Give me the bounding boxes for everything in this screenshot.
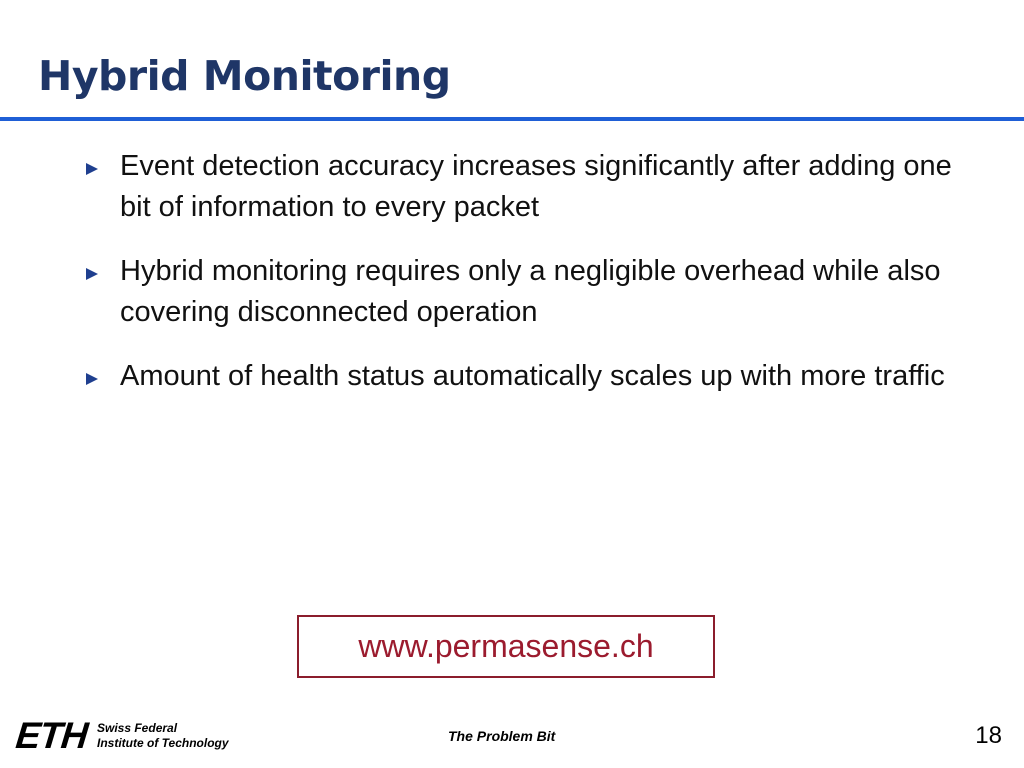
bullet-item xyxy=(84,146,964,228)
eth-wordmark: ETH xyxy=(13,715,90,756)
website-link[interactable]: www.permasense.ch xyxy=(297,615,715,678)
bullet-text: Hybrid monitoring requires only a negligible overhead while also covering disconnected operation xyxy=(120,255,941,328)
bullet-item xyxy=(84,251,964,333)
title-divider xyxy=(0,117,1024,121)
institution-name xyxy=(97,721,229,751)
footer-title: The Problem Bit xyxy=(448,728,556,744)
institution-line-1: Swiss Federal xyxy=(97,721,178,735)
bullet-text: Event detection accuracy increases significantly after adding one bit of information to every packet xyxy=(120,150,952,223)
bullet-list xyxy=(84,146,964,420)
page-number: 18 xyxy=(975,722,1002,749)
slide-title: Hybrid Monitoring xyxy=(38,52,451,100)
institution-line-2: Institute of Technology xyxy=(97,736,229,750)
triangle-bullet-icon xyxy=(86,373,98,385)
bullet-text: Amount of health status automatically scales up with more traffic xyxy=(120,360,945,392)
triangle-bullet-icon xyxy=(86,163,98,175)
eth-logo xyxy=(13,715,229,756)
bullet-item xyxy=(84,356,964,397)
triangle-bullet-icon xyxy=(86,268,98,280)
